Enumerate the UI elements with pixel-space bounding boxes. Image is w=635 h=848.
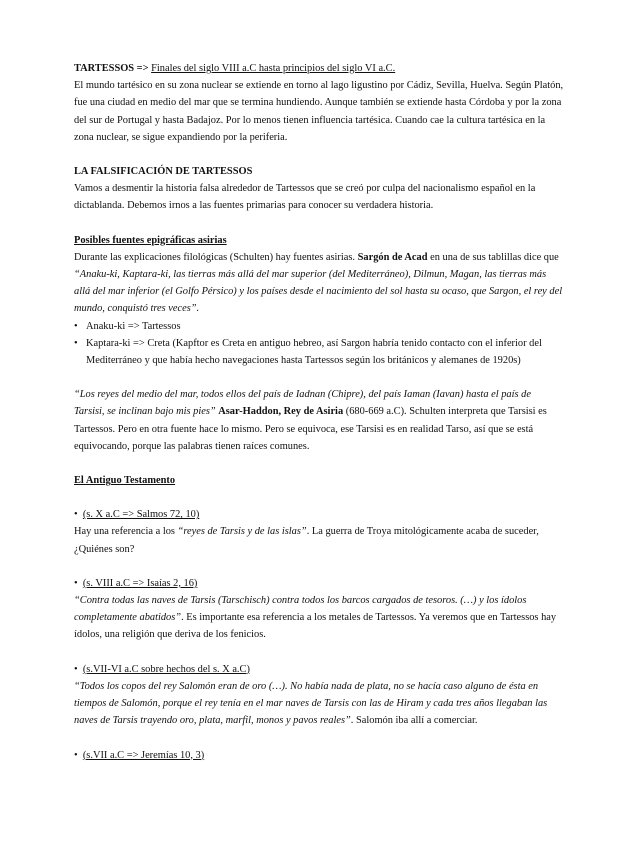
bullet-glyph: • [74,577,78,589]
section-heading [74,60,564,77]
text-run: . Es importante esa referencia a los metales de Tartessos. Ya veremos que en Tartessos hay ídolos, una religión que deriva de los fenicios. [74,612,557,641]
heading-date-range: Finales del siglo VIII a.C hasta principios del siglo VI a.C. [151,63,396,74]
entry-ref [74,747,564,764]
text-run: en una de sus tablillas dice que [427,251,559,263]
reference: (s.VII-VI a.C sobre hechos del s. X a.C) [82,663,250,675]
heading-text: TARTESSOS => [74,63,152,74]
reference: (s. X a.C => Salmos 72, 10) [82,509,200,521]
entry [74,506,564,558]
list-item-text: Kaptara-ki => Creta (Kapftor es Creta en antiguo hebreo, así Sargon habría tenido contacto con el inferior del Mediterráneo y que había hecho navegaciones hasta Tartessos según los británicos y alemanes de 1920s) [86,337,542,367]
bullet-glyph: • [74,749,78,761]
section-heading: Posibles fuentes epigráficas asirias [74,234,227,246]
entry [74,661,564,730]
reference: (s.VII a.C => Jeremías 10, 3) [82,749,205,761]
paragraph: Vamos a desmentir la historia falsa alrededor de Tartessos que se creó por culpa del nacionalismo español en la dictablanda. Debemos irnos a las fuentes primarias para conocer su verdadera historia. [74,183,536,212]
text-run: . La guerra de Troya mitológicamente acaba de suceder, ¿Quiénes son? [74,526,539,555]
section-fuentes-asirias [74,232,564,455]
paragraph [74,386,564,455]
section-antiguo-testamento [74,472,564,764]
section-falsificacion [74,163,564,215]
entry-ref [74,575,564,592]
paragraph [74,249,564,318]
bullet-glyph: • [74,320,78,332]
quote: “Todos los copos del rey Salomón eran de oro (…). No había nada de plata, no se hacía caso alguno de ésta en tiempos de Salomón, porque el rey tenía en el mar naves de Tarsis con las de Hiram y cada tres años llegaban las naves de Tarsis trayendo oro, plata, marfil, monos y pavos reales” [74,680,548,727]
quote: “reyes de Tarsis y de las islas” [177,526,307,538]
reference: (s. VIII a.C => Isaías 2, 16) [82,577,198,589]
text-run: Durante las explicaciones filológicas (Schulten) hay fuentes asirias. [74,251,358,263]
bullet-glyph: • [74,337,78,349]
section-heading: LA FALSIFICACIÓN DE TARTESSOS [74,166,253,178]
bullet-list [74,318,564,370]
entry-ref [74,661,564,678]
section-tartessos [74,60,564,146]
quote: “Los reyes del medio del mar, todos ellos del país de Iadnan (Chipre), del país Iaman (Iavan) hasta el país de Tarsisi, se inclinan bajo mis pies” [74,389,531,418]
text-run: . Salomón iba allí a comerciar. [350,715,478,727]
bullet-glyph: • [74,509,78,521]
quote: “Contra todas las naves de Tarsis (Tarschisch) contra todos los barcos cargados de tesoros. (…) y los ídolos completamente abatidos” [74,595,527,624]
paragraph [74,592,564,644]
paragraph [74,678,564,730]
text-run: Hay una referencia a los [74,526,178,538]
bold-name: Asar-Haddon, Rey de Asiria [218,406,344,418]
entry [74,747,564,764]
section-heading: El Antiguo Testamento [74,475,176,487]
paragraph: El mundo tartésico en su zona nuclear se extiende en torno al lago ligustino por Cádiz, Sevilla, Huelva. Según Platón, fue una ciudad en medio del mar que se termina hundiendo. Aunque también se extiende hasta Córdoba y por la zona del sur de Portugal y hasta Badajoz. Por lo menos tienen influencia tartésica. Cuando cae la cultura tartésica en la zona nuclear, se sigue expandiendo por la periferia. [74,80,564,143]
bold-name: Sargón de Acad [357,251,428,263]
paragraph [74,523,564,557]
bullet-glyph: • [74,663,78,675]
text-run: (680-669 a.C). Schulten interpreta que Tarsisi es Tartessos. Pero en otra fuente hace lo mismo. Pero se equivoca, ese Tarsisi es en realidad Tarso, así que se está equivocando, porque las palabras tienen raíces comunes. [74,406,547,452]
document-page [74,60,564,764]
entry-ref [74,506,564,523]
list-item [74,318,564,335]
list-item [74,335,564,369]
list-item-text: Anaku-ki => Tartessos [86,320,181,332]
quote: “Anaku-ki, Kaptara-ki, las tierras más allá del mar superior (del Mediterráneo), Dilmun, Magan, las tierras más allá del mar inferior (el Golfo Pérsico) y los países desde el nacimiento del sol hasta su ocaso, que Sargon, el rey del mundo, conquistó tres veces”. [74,269,563,315]
entry [74,575,564,644]
